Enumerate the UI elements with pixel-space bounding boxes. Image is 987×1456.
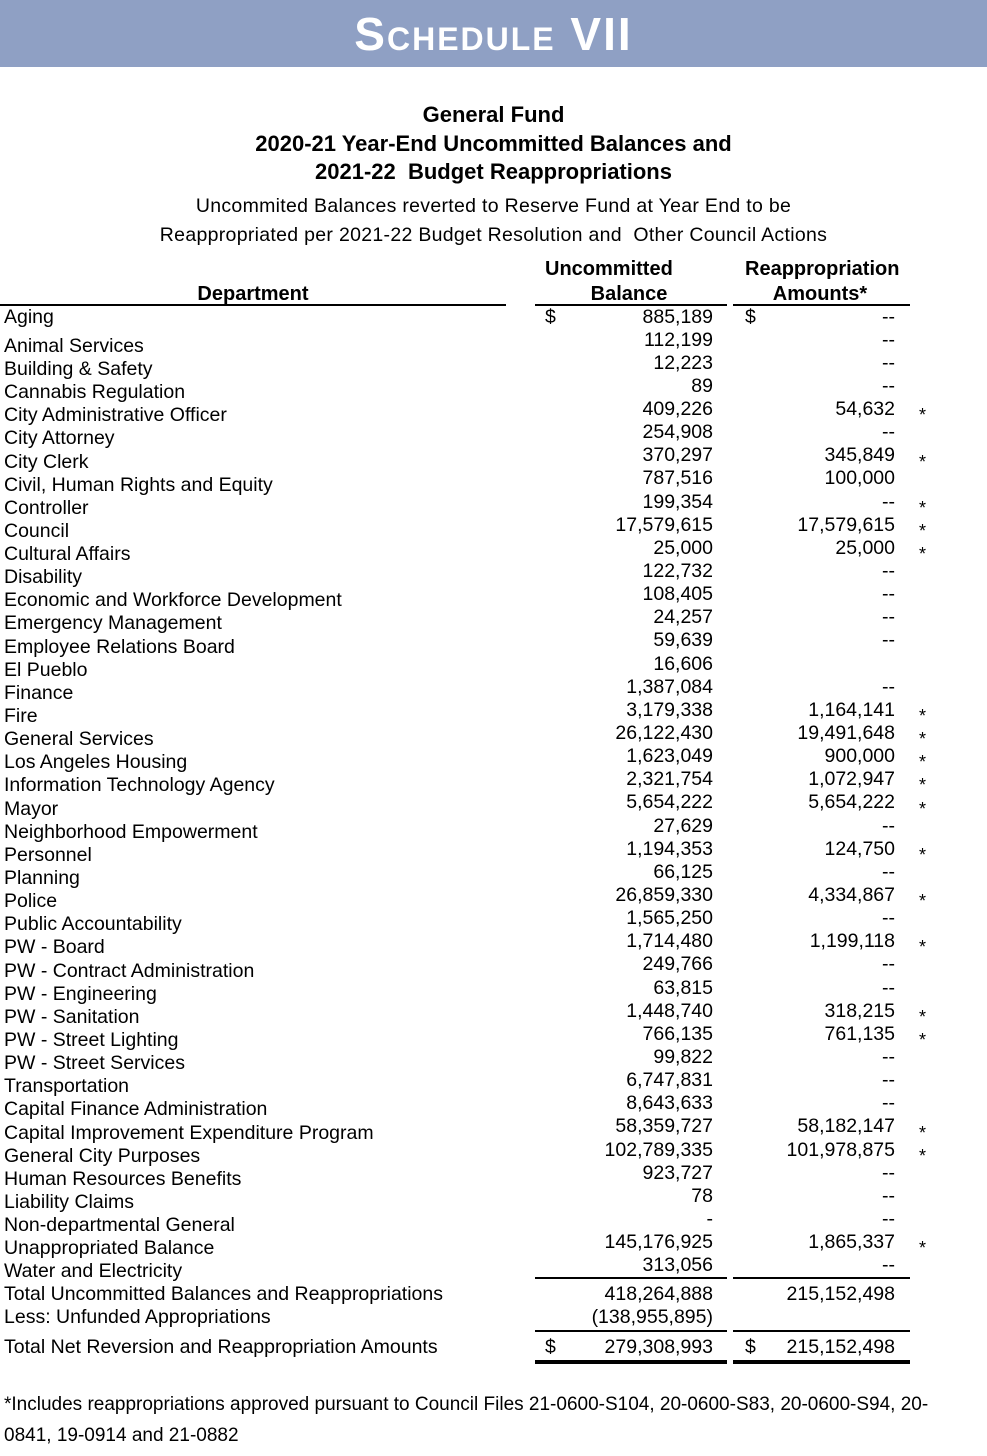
reappropriation-value: 54,632: [835, 398, 895, 421]
balance-cell: [535, 560, 727, 583]
title-reappropriations: 2021-22 Budget Reappropriations: [315, 159, 672, 184]
balance-cell: [535, 1185, 727, 1208]
net-total-reappropriation-dollar: $: [745, 1336, 756, 1359]
table-header: [0, 257, 987, 306]
asterisk-marker: *: [919, 937, 927, 958]
department-cell: Capital Improvement Expenditure Program: [4, 1121, 374, 1144]
table-row: [0, 328, 987, 357]
balance-cell: [535, 1046, 727, 1069]
balance-cell: [535, 1069, 727, 1092]
page-title: Schedule VII: [354, 7, 633, 60]
balance-value: 254,908: [642, 421, 713, 444]
reappropriation-cell: [733, 375, 910, 398]
table-rows: [0, 305, 987, 1283]
less-unfunded-reappropriation-cell: [733, 1306, 910, 1330]
balance-value: 313,056: [642, 1254, 713, 1277]
department-cell: Cannabis Regulation: [4, 381, 186, 404]
balance-value: 370,297: [642, 444, 713, 467]
net-total-balance-value: 279,308,993: [604, 1336, 713, 1359]
reappropriation-cell: [733, 1185, 910, 1208]
balance-dollar-sign: $: [545, 305, 556, 328]
asterisk-marker: *: [919, 405, 927, 426]
balance-value: 6,747,831: [626, 1069, 713, 1092]
balance-cell: [535, 1231, 727, 1254]
balance-cell: [535, 583, 727, 606]
column-header-balance-line1: Uncommitted: [545, 257, 673, 280]
department-cell: PW - Board: [4, 936, 105, 959]
net-total-reappropriation-cell: [733, 1332, 910, 1360]
reappropriation-value: --: [882, 976, 895, 999]
asterisk-marker: *: [919, 752, 927, 773]
balance-value: 145,176,925: [604, 1231, 713, 1254]
asterisk-marker: *: [919, 1145, 927, 1166]
less-unfunded-row: [0, 1306, 987, 1330]
reappropriation-cell: [733, 722, 910, 745]
asterisk-marker: *: [919, 729, 927, 750]
department-cell: Employee Relations Board: [4, 635, 235, 658]
reappropriation-cell: [733, 514, 910, 537]
balance-value: 1,387,084: [626, 675, 713, 698]
reappropriation-cell: [733, 1208, 910, 1231]
reappropriation-cell: [733, 629, 910, 652]
reappropriation-cell: [733, 329, 910, 352]
department-cell: Human Resources Benefits: [4, 1167, 242, 1190]
reappropriation-cell: [733, 467, 910, 490]
reappropriation-cell: [733, 745, 910, 768]
balance-cell: [535, 791, 727, 814]
balance-value: 122,732: [642, 560, 713, 583]
balance-value: 24,257: [653, 606, 713, 629]
department-cell: Cultural Affairs: [4, 543, 131, 566]
department-cell: Los Angeles Housing: [4, 751, 188, 774]
reappropriation-value: --: [882, 421, 895, 444]
balance-value: 26,859,330: [615, 884, 713, 907]
asterisk-marker: *: [919, 544, 927, 565]
reappropriation-cell: [733, 699, 910, 722]
department-cell: PW - Contract Administration: [4, 959, 255, 982]
department-cell: Non-departmental General: [4, 1214, 235, 1237]
balance-value: 17,579,615: [615, 513, 713, 536]
department-cell: Finance: [4, 681, 74, 704]
reappropriation-value: --: [882, 675, 895, 698]
department-cell: City Clerk: [4, 450, 89, 473]
balance-value: 1,565,250: [626, 907, 713, 930]
balance-value: 923,727: [642, 1161, 713, 1184]
net-total-row: [0, 1332, 987, 1360]
asterisk-marker: *: [919, 520, 927, 541]
net-total-reappropriation-value: 215,152,498: [786, 1336, 895, 1359]
department-cell: Planning: [4, 867, 80, 890]
balance-value: 89: [691, 374, 713, 397]
reappropriation-value: --: [882, 860, 895, 883]
department-cell: Building & Safety: [4, 357, 153, 380]
balance-cell: [535, 861, 727, 884]
total-reappropriation-value: 215,152,498: [786, 1283, 895, 1306]
balance-value: 108,405: [642, 583, 713, 606]
department-cell: PW - Street Services: [4, 1052, 185, 1075]
balance-value: 249,766: [642, 953, 713, 976]
department-cell: Transportation: [4, 1075, 130, 1098]
reappropriation-value: 101,978,875: [786, 1138, 895, 1161]
reappropriation-value: 4,334,867: [808, 884, 895, 907]
balance-cell: [535, 514, 727, 537]
asterisk-marker: *: [919, 1238, 927, 1259]
department-cell: PW - Street Lighting: [4, 1029, 179, 1052]
department-cell: Liability Claims: [4, 1191, 135, 1213]
reappropriation-cell: [733, 791, 910, 814]
reappropriation-value: 1,164,141: [808, 698, 895, 721]
reappropriation-value: 900,000: [824, 745, 895, 768]
balance-value: 3,179,338: [626, 698, 713, 721]
balance-value: 1,714,480: [626, 930, 713, 953]
reappropriation-cell: [733, 583, 910, 606]
balance-value: 1,194,353: [626, 837, 713, 860]
balance-cell: [535, 1162, 727, 1185]
reappropriation-cell: [733, 560, 910, 583]
less-unfunded-label: Less: Unfunded Appropriations: [4, 1306, 271, 1329]
reappropriation-value: --: [882, 953, 895, 976]
asterisk-marker: *: [919, 1006, 927, 1027]
reappropriation-cell: [733, 491, 910, 514]
balance-value: 409,226: [642, 398, 713, 421]
balance-cell: [535, 352, 727, 375]
asterisk-marker: *: [919, 891, 927, 912]
balance-cell: [535, 1115, 727, 1138]
reappropriation-cell: [733, 861, 910, 884]
reappropriation-cell: [733, 1092, 910, 1115]
column-header-reappropriation-line1: Reappropriation: [745, 257, 900, 280]
net-total-balance-dollar: $: [545, 1336, 556, 1359]
balance-value: -: [706, 1207, 713, 1230]
balance-cell: [535, 606, 727, 629]
department-cell: City Administrative Officer: [4, 404, 227, 427]
department-cell: City Attorney: [4, 427, 115, 450]
column-header-balance-line2: Balance: [590, 282, 668, 305]
less-unfunded-reappropriation-value: [745, 1306, 895, 1330]
reappropriation-cell: [733, 1069, 910, 1092]
reappropriation-cell: [733, 444, 910, 467]
balance-value: 12,223: [653, 351, 713, 374]
balance-value: 59,639: [653, 629, 713, 652]
balance-cell: [535, 907, 727, 930]
reappropriation-cell: [733, 1162, 910, 1185]
balance-cell: [535, 467, 727, 490]
document-subtitles: [0, 192, 987, 250]
less-unfunded-balance-cell: [535, 1306, 727, 1330]
department-cell: Police: [4, 890, 58, 913]
banner: [0, 0, 987, 67]
reappropriation-value: 318,215: [824, 999, 895, 1022]
document-titles: [0, 101, 987, 187]
balance-cell: [535, 1000, 727, 1023]
department-cell: Public Accountability: [4, 913, 182, 936]
balance-value: 58,359,727: [615, 1115, 713, 1138]
reappropriation-value: --: [882, 328, 895, 351]
reappropriation-cell: [733, 421, 910, 444]
reappropriation-value: --: [882, 1046, 895, 1068]
total-balance-value: 418,264,888: [604, 1283, 713, 1306]
reappropriation-cell: [733, 838, 910, 861]
balance-cell: [535, 444, 727, 467]
reappropriation-value: 1,199,118: [809, 930, 895, 953]
balance-value: 25,000: [653, 536, 713, 559]
department-cell: Information Technology Agency: [4, 774, 275, 797]
reappropriation-value: 761,135: [824, 1022, 895, 1045]
balance-cell: [535, 722, 727, 745]
balance-value: 1,623,049: [626, 745, 713, 768]
balance-value: 66,125: [653, 860, 713, 883]
reappropriation-cell: [733, 398, 910, 421]
reappropriation-value: --: [882, 1254, 895, 1277]
balance-cell: [535, 745, 727, 768]
department-cell: General Services: [4, 728, 154, 751]
asterisk-marker: *: [919, 798, 927, 819]
balance-value: 1,448,740: [626, 999, 713, 1022]
reappropriation-value: --: [882, 1092, 895, 1115]
balance-cell: [535, 768, 727, 791]
subtitle-line-2: Reappropriated per 2021-22 Budget Resolution and Other Council Actions: [159, 223, 828, 246]
balance-cell: [535, 1139, 727, 1162]
reappropriation-cell: [733, 1023, 910, 1046]
reappropriation-cell: [733, 930, 910, 953]
balance-cell: [535, 699, 727, 722]
department-cell: Disability: [4, 566, 83, 589]
reappropriation-value: 5,654,222: [808, 791, 895, 814]
reappropriation-value: --: [882, 1184, 895, 1207]
reappropriation-cell: [733, 977, 910, 1000]
balance-cell: [535, 306, 727, 329]
balance-cell: [535, 1254, 727, 1277]
department-cell: General City Purposes: [4, 1144, 201, 1167]
balance-cell: [535, 676, 727, 699]
reappropriation-value: --: [882, 1069, 895, 1092]
balance-value: 766,135: [642, 1022, 713, 1045]
less-unfunded-balance-value: (138,955,895): [591, 1306, 713, 1329]
column-header-reappropriation-line2: Amounts*: [772, 282, 868, 305]
footnote: *Includes reappropriations approved pursuant to Council Files 21-0600-S104, 20-0600-S83, 20-0600-S94, 20-0841, 19-0914 and 21-0882: [4, 1394, 929, 1447]
title-year-end: 2020-21 Year-End Uncommitted Balances and: [255, 130, 732, 156]
reappropriation-cell: [733, 1231, 910, 1254]
reappropriation-cell: [733, 815, 910, 838]
reappropriation-cell: [733, 306, 910, 329]
department-cell: Civil, Human Rights and Equity: [4, 473, 273, 496]
reappropriation-cell: [733, 352, 910, 375]
reappropriation-cell: [733, 768, 910, 791]
department-cell: PW - Engineering: [4, 982, 157, 1005]
department-cell: Mayor: [4, 797, 59, 820]
balance-cell: [535, 421, 727, 444]
asterisk-marker: *: [919, 706, 927, 727]
reappropriation-cell: [733, 884, 910, 907]
reappropriation-value: 17,579,615: [797, 513, 895, 536]
balance-cell: [535, 930, 727, 953]
balance-cell: [535, 1023, 727, 1046]
net-total-balance-cell: [535, 1332, 727, 1360]
reappropriation-cell: [733, 606, 910, 629]
reappropriation-value: --: [882, 629, 895, 652]
balance-cell: [535, 1092, 727, 1115]
asterisk-marker: *: [919, 497, 927, 518]
net-total-double-rule: [0, 1360, 987, 1364]
department-cell: Neighborhood Empowerment: [4, 820, 258, 843]
balance-cell: [535, 953, 727, 976]
reappropriation-cell: [733, 1046, 910, 1069]
asterisk-marker: *: [919, 1122, 927, 1143]
reappropriation-value: 58,182,147: [797, 1115, 895, 1138]
reappropriation-value: --: [882, 374, 895, 397]
balance-value: 102,789,335: [604, 1138, 713, 1161]
reappropriation-cell: [733, 1000, 910, 1023]
department-cell: Fire: [4, 705, 38, 728]
reappropriation-value: 1,865,337: [808, 1231, 895, 1254]
reappropriation-value: --: [882, 490, 895, 513]
total-uncommitted-row: [0, 1279, 987, 1306]
reappropriation-cell: [733, 537, 910, 560]
department-cell: Animal Services: [4, 334, 144, 357]
balance-cell: [535, 398, 727, 421]
balance-cell: [535, 884, 727, 907]
balance-value: 63,815: [653, 976, 713, 999]
reappropriation-value: --: [882, 560, 895, 583]
reappropriation-value: --: [882, 583, 895, 606]
balance-cell: [535, 491, 727, 514]
balance-value: 99,822: [653, 1046, 713, 1068]
balance-value: 8,643,633: [626, 1092, 713, 1115]
reappropriation-value: 124,750: [824, 837, 895, 860]
balance-value: 2,321,754: [626, 768, 713, 791]
asterisk-marker: *: [919, 844, 927, 865]
balance-value: 199,354: [642, 490, 713, 513]
total-reappropriation-cell: [733, 1279, 910, 1306]
balance-cell: [535, 838, 727, 861]
asterisk-marker: *: [919, 451, 927, 472]
department-cell: Council: [4, 519, 70, 542]
asterisk-marker: *: [919, 775, 927, 796]
balance-value: 5,654,222: [626, 791, 713, 814]
balance-cell: [535, 629, 727, 652]
department-cell: Controller: [4, 496, 89, 519]
balance-value: 16,606: [653, 652, 713, 675]
department-cell: Capital Finance Administration: [4, 1098, 268, 1121]
balance-value: 885,189: [642, 305, 713, 328]
reappropriation-value: 25,000: [835, 536, 895, 559]
balance-cell: [535, 1208, 727, 1231]
total-balance-cell: [535, 1279, 727, 1306]
reappropriation-value: --: [882, 606, 895, 629]
balance-value: 112,199: [643, 328, 713, 351]
asterisk-marker: *: [919, 1030, 927, 1051]
net-total-label: Total Net Reversion and Reappropriation Amounts: [4, 1336, 438, 1359]
reappropriation-value: --: [882, 907, 895, 930]
table-row: [0, 306, 987, 329]
department-cell: Emergency Management: [4, 612, 222, 635]
balance-cell: [535, 977, 727, 1000]
reappropriation-cell: [733, 907, 910, 930]
reappropriation-cell: [733, 1254, 910, 1277]
balance-cell: [535, 653, 727, 676]
balance-cell: [535, 329, 727, 352]
reappropriation-value: 1,072,947: [808, 768, 895, 791]
total-label: Total Uncommitted Balances and Reappropriations: [4, 1283, 443, 1306]
reappropriation-cell: [733, 1115, 910, 1138]
department-cell: El Pueblo: [4, 658, 88, 681]
reappropriation-value: --: [882, 814, 895, 837]
reappropriation-value: --: [882, 1161, 895, 1184]
department-cell: PW - Sanitation: [4, 1005, 140, 1028]
reappropriation-value: --: [882, 305, 895, 328]
reappropriation-value: 19,491,648: [797, 722, 895, 745]
reappropriation-value: --: [882, 1207, 895, 1230]
balance-value: 26,122,430: [615, 722, 713, 745]
column-header-department: Department: [197, 282, 309, 305]
balance-value: 787,516: [642, 467, 713, 490]
subtitle-line-1: Uncommited Balances reverted to Reserve Fund at Year End to be: [195, 194, 792, 217]
department-cell: Water and Electricity: [4, 1260, 183, 1283]
reappropriation-cell: [733, 953, 910, 976]
reappropriation-cell: [733, 676, 910, 699]
balance-cell: [535, 375, 727, 398]
reappropriation-value: 345,849: [824, 444, 895, 467]
reappropriation-dollar-sign: $: [745, 305, 756, 328]
balance-value: 27,629: [653, 814, 713, 837]
reappropriation-cell: [733, 1139, 910, 1162]
department-cell: Unappropriated Balance: [4, 1237, 215, 1260]
reappropriation-value: --: [882, 351, 895, 374]
title-fund: General Fund: [422, 102, 565, 127]
department-cell: Personnel: [4, 843, 92, 866]
balance-cell: [535, 815, 727, 838]
department-cell: Economic and Workforce Development: [4, 589, 342, 612]
balance-value: 78: [691, 1184, 713, 1207]
department-cell: Aging: [4, 305, 54, 328]
balance-cell: [535, 537, 727, 560]
reappropriation-value: 100,000: [824, 467, 895, 490]
